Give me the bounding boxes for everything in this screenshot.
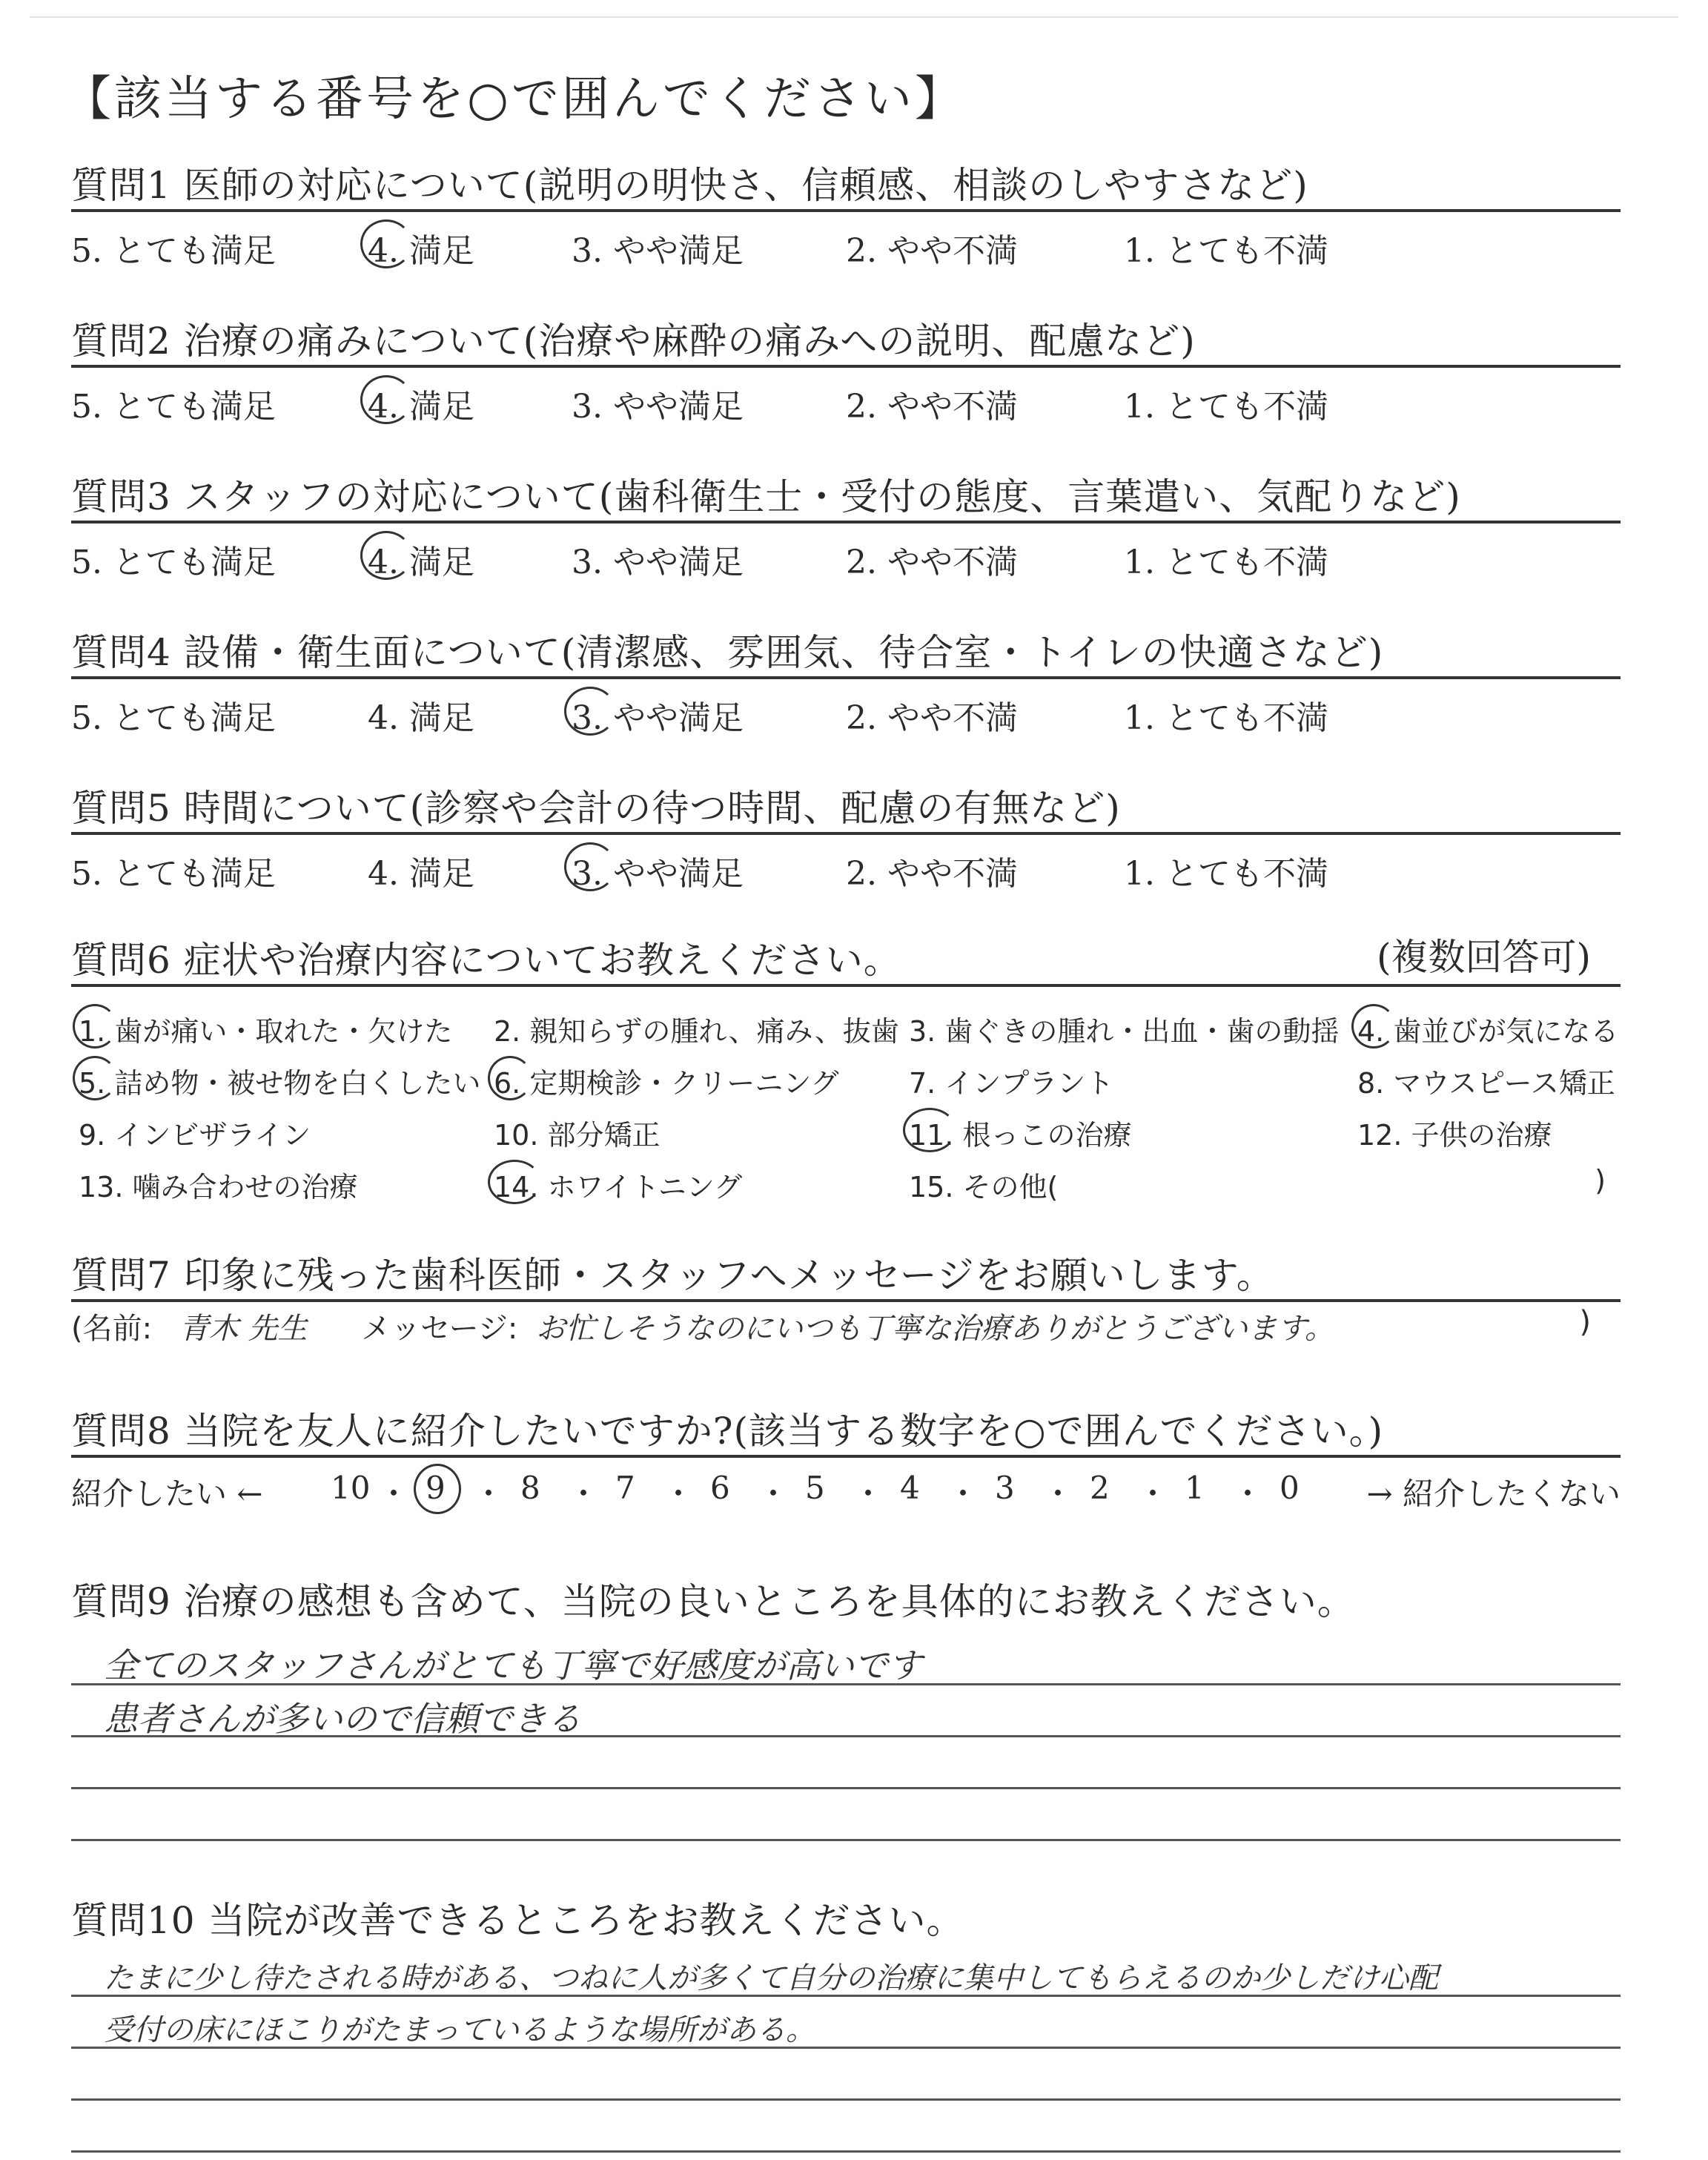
option-label: 13. 噛み合わせの治療: [79, 1171, 358, 1203]
q8-scale-0[interactable]: [1280, 1470, 1300, 1506]
option-label: 5. とても満足: [71, 544, 276, 581]
option-label: 5. とても満足: [71, 388, 276, 426]
q6-option-7[interactable]: [909, 1060, 1113, 1101]
q5-option-3[interactable]: [572, 847, 744, 894]
q6-option-12[interactable]: [1357, 1112, 1552, 1153]
q9-line-4: [71, 1839, 1621, 1841]
q1-option-2[interactable]: [846, 224, 1018, 271]
q6-option-9[interactable]: [79, 1112, 311, 1153]
q7-heading: [71, 1246, 1621, 1302]
option-label: 2. 親知らずの腫れ、痛み、抜歯: [494, 1015, 899, 1048]
q8-heading: [71, 1401, 1621, 1458]
selected-circle-mark: [73, 1056, 117, 1100]
q4-option-3[interactable]: [572, 691, 744, 739]
option-label: 4. 歯並びが気になる: [1357, 1015, 1619, 1048]
q10-line-4: [71, 2150, 1621, 2153]
scale-value: 10: [331, 1470, 371, 1506]
scale-value: 9: [426, 1470, 446, 1506]
q2-option-5[interactable]: [71, 380, 276, 427]
scale-value: 8: [520, 1470, 540, 1506]
option-label: 3. やや満足: [572, 232, 744, 270]
q6-other-close-paren: ): [1595, 1164, 1606, 1197]
q3-option-1[interactable]: [1124, 535, 1328, 583]
option-label: 3. やや満足: [572, 388, 744, 426]
q8-left-label: 紹介したい ←: [71, 1476, 263, 1512]
q1-label: 質問1 医師の対応について(説明の明快さ、信頼感、相談のしやすさなど): [71, 164, 1308, 207]
q6-option-6[interactable]: [494, 1060, 839, 1101]
q2-option-3[interactable]: [572, 380, 744, 427]
selected-circle-mark: [564, 842, 616, 891]
scale-value: 1: [1185, 1470, 1205, 1506]
scale-separator: ・: [378, 1476, 410, 1512]
q6-option-5[interactable]: [79, 1060, 480, 1101]
scale-separator: ・: [663, 1476, 695, 1512]
option-label: 2. やや不満: [846, 232, 1018, 270]
q4-option-2[interactable]: [846, 691, 1018, 739]
q7-close-paren: ): [1579, 1305, 1591, 1339]
q9-answer-1[interactable]: 全てのスタッフさんがとても丁寧で好感度が高いです: [104, 1645, 922, 1685]
option-label: 14. ホワイトニング: [494, 1171, 743, 1203]
q6-options: [71, 1008, 1621, 1231]
q3-option-3[interactable]: [572, 535, 744, 583]
option-label: 15. その他(: [909, 1171, 1059, 1203]
q4-heading: [71, 623, 1621, 679]
scale-separator: ・: [473, 1476, 505, 1512]
scale-separator: ・: [947, 1476, 979, 1512]
q1-option-5[interactable]: [71, 224, 276, 271]
q5-option-5[interactable]: [71, 847, 276, 894]
q5-heading: [71, 779, 1621, 835]
q6-option-1[interactable]: [79, 1008, 452, 1049]
q8-scale-1[interactable]: [1185, 1470, 1205, 1506]
q3-option-4[interactable]: [368, 535, 474, 583]
q7-message-value[interactable]: お忙しそうなのにいつも丁寧な治療ありがとうございます。: [536, 1312, 1334, 1346]
form-title: 【該当する番号を○で囲んでください】: [64, 72, 965, 127]
q6-option-13[interactable]: [79, 1164, 358, 1205]
q1-option-3[interactable]: [572, 224, 744, 271]
q6-option-4[interactable]: [1357, 1008, 1618, 1049]
option-label: 1. とても不満: [1124, 388, 1328, 426]
selected-circle-mark: [414, 1464, 461, 1514]
q6-option-3[interactable]: [909, 1008, 1339, 1049]
q1-option-1[interactable]: [1124, 224, 1328, 271]
option-label: 7. インプラント: [909, 1067, 1114, 1100]
q2-option-2[interactable]: [846, 380, 1018, 427]
q8-scale-3[interactable]: [995, 1470, 1015, 1506]
q6-option-8[interactable]: [1357, 1060, 1615, 1101]
q9-line-3: [71, 1787, 1621, 1789]
option-label: 4. 満足: [368, 544, 474, 581]
option-label: 3. やや満足: [572, 855, 744, 893]
option-label: 5. とても満足: [71, 855, 276, 893]
q7-name-value[interactable]: 青木 先生: [179, 1312, 308, 1346]
q3-option-5[interactable]: [71, 535, 276, 583]
scale-separator: ・: [1137, 1476, 1169, 1512]
scale-value: 3: [995, 1470, 1015, 1506]
selected-circle-mark: [488, 1056, 532, 1100]
q3-option-2[interactable]: [846, 535, 1018, 583]
q4-option-4[interactable]: [368, 691, 474, 739]
option-label: 3. 歯ぐきの腫れ・出血・歯の動揺: [909, 1015, 1340, 1048]
q10-line-3: [71, 2098, 1621, 2101]
q8-scale-5[interactable]: [805, 1470, 825, 1506]
scale-separator: ・: [1042, 1476, 1074, 1512]
option-label: 4. 満足: [368, 699, 474, 737]
q1-heading: [71, 156, 1621, 212]
option-label: 2. やや不満: [846, 855, 1018, 893]
q3-heading: [71, 467, 1621, 524]
selected-circle-mark: [1351, 1004, 1396, 1048]
selected-circle-mark: [360, 375, 412, 424]
q2-label: 質問2 治療の痛みについて(治療や麻酔の痛みへの説明、配慮など): [71, 320, 1196, 363]
selected-circle-mark: [903, 1108, 956, 1152]
option-label: 2. やや不満: [846, 699, 1018, 737]
option-label: 1. 歯が痛い・取れた・欠けた: [79, 1015, 453, 1048]
q7-message-row: [71, 1305, 1621, 1364]
q6-option-15[interactable]: [909, 1164, 1058, 1205]
option-label: 9. インビザライン: [79, 1119, 311, 1152]
q9-heading: [71, 1572, 1621, 1625]
scale-separator: ・: [758, 1476, 790, 1512]
option-label: 1. とても不満: [1124, 855, 1328, 893]
page-top-edge: [30, 16, 1678, 18]
q6-option-2[interactable]: [494, 1008, 899, 1049]
option-label: 4. 満足: [368, 232, 474, 270]
q8-scale-6[interactable]: [710, 1470, 730, 1506]
scale-value: 5: [805, 1470, 825, 1506]
option-label: 4. 満足: [368, 855, 474, 893]
q2-heading: [71, 311, 1621, 368]
q6-label: 質問6 症状や治療内容についてお教えください。: [71, 939, 901, 982]
q9-label: 質問9 治療の感想も含めて、当院の良いところを具体的にお教えください。: [71, 1580, 1355, 1623]
scale-value: 6: [710, 1470, 730, 1506]
selected-circle-mark: [73, 1004, 117, 1048]
q10-answer-1[interactable]: たまに少し待たされる時がある、つねに人が多くて自分の治療に集中してもらえるのか少しだけ心配: [104, 1961, 1438, 1995]
q8-scale: [71, 1470, 1621, 1522]
q9-answer-2[interactable]: 患者さんが多いので信頼できる: [104, 1699, 581, 1739]
option-label: 3. やや満足: [572, 544, 744, 581]
q8-right-label: → 紹介したくない: [1366, 1476, 1621, 1512]
option-label: 6. 定期検診・クリーニング: [494, 1067, 839, 1100]
q4-option-5[interactable]: [71, 691, 276, 739]
scale-value: 2: [1090, 1470, 1110, 1506]
q5-option-1[interactable]: [1124, 847, 1328, 894]
option-label: 3. やや満足: [572, 699, 744, 737]
option-label: 2. やや不満: [846, 544, 1018, 581]
option-label: 5. とても満足: [71, 232, 276, 270]
q10-heading: [71, 1891, 1621, 1944]
scale-separator: ・: [853, 1476, 884, 1512]
option-label: 11. 根っこの治療: [909, 1119, 1132, 1152]
option-label: 1. とても不満: [1124, 544, 1328, 581]
option-label: 5. とても満足: [71, 699, 276, 737]
selected-circle-mark: [360, 531, 412, 580]
q7-message-label: メッセージ:: [361, 1312, 518, 1346]
q5-label: 質問5 時間について(診察や会計の待つ時間、配慮の有無など): [71, 787, 1121, 830]
q6-option-14[interactable]: [494, 1164, 742, 1205]
q7-name-label: (名前:: [71, 1312, 153, 1346]
selected-circle-mark: [488, 1160, 541, 1204]
option-label: 8. マウスピース矯正: [1357, 1067, 1615, 1100]
selected-circle-mark: [564, 687, 616, 736]
q3-label: 質問3 スタッフの対応について(歯科衛生士・受付の態度、言葉遣い、気配りなど): [71, 475, 1461, 518]
scale-value: 4: [900, 1470, 920, 1506]
option-label: 1. とても不満: [1124, 232, 1328, 270]
selected-circle-mark: [360, 219, 412, 268]
q6-option-11[interactable]: [909, 1112, 1132, 1153]
scale-value: 0: [1280, 1470, 1300, 1506]
q8-scale-2[interactable]: [1090, 1470, 1110, 1506]
q8-scale-4[interactable]: [900, 1470, 920, 1506]
q2-option-4[interactable]: [368, 380, 474, 427]
q8-label: 質問8 当院を友人に紹介したいですか?(該当する数字を○で囲んでください。): [71, 1410, 1384, 1453]
scale-value: 7: [615, 1470, 635, 1506]
q2-option-1[interactable]: [1124, 380, 1328, 427]
q4-option-1[interactable]: [1124, 691, 1328, 739]
q6-heading: [71, 931, 1621, 987]
scale-separator: ・: [568, 1476, 600, 1512]
q5-option-4[interactable]: [368, 847, 474, 894]
q5-option-2[interactable]: [846, 847, 1018, 894]
option-label: 12. 子供の治療: [1357, 1119, 1552, 1152]
option-label: 5. 詰め物・被せ物を白くしたい: [79, 1067, 481, 1100]
option-label: 2. やや不満: [846, 388, 1018, 426]
q8-scale-9[interactable]: [426, 1470, 446, 1506]
option-label: 1. とても不満: [1124, 699, 1328, 737]
q10-answer-2[interactable]: 受付の床にほこりがたまっているような場所がある。: [104, 2013, 815, 2047]
option-label: 10. 部分矯正: [494, 1119, 661, 1152]
q7-label: 質問7 印象に残った歯科医師・スタッフへメッセージをお願いします。: [71, 1254, 1274, 1297]
scale-separator: ・: [1232, 1476, 1264, 1512]
q6-note: (複数回答可): [1376, 936, 1591, 979]
q6-option-10[interactable]: [494, 1112, 661, 1153]
q8-scale-8[interactable]: [520, 1470, 540, 1506]
q4-label: 質問4 設備・衛生面について(清潔感、雰囲気、待合室・トイレの快適さなど): [71, 631, 1384, 674]
q8-scale-7[interactable]: [615, 1470, 635, 1506]
option-label: 4. 満足: [368, 388, 474, 426]
q1-option-4[interactable]: [368, 224, 474, 271]
q8-scale-10[interactable]: [331, 1470, 370, 1506]
q10-label: 質問10 当院が改善できるところをお教えください。: [71, 1899, 964, 1942]
